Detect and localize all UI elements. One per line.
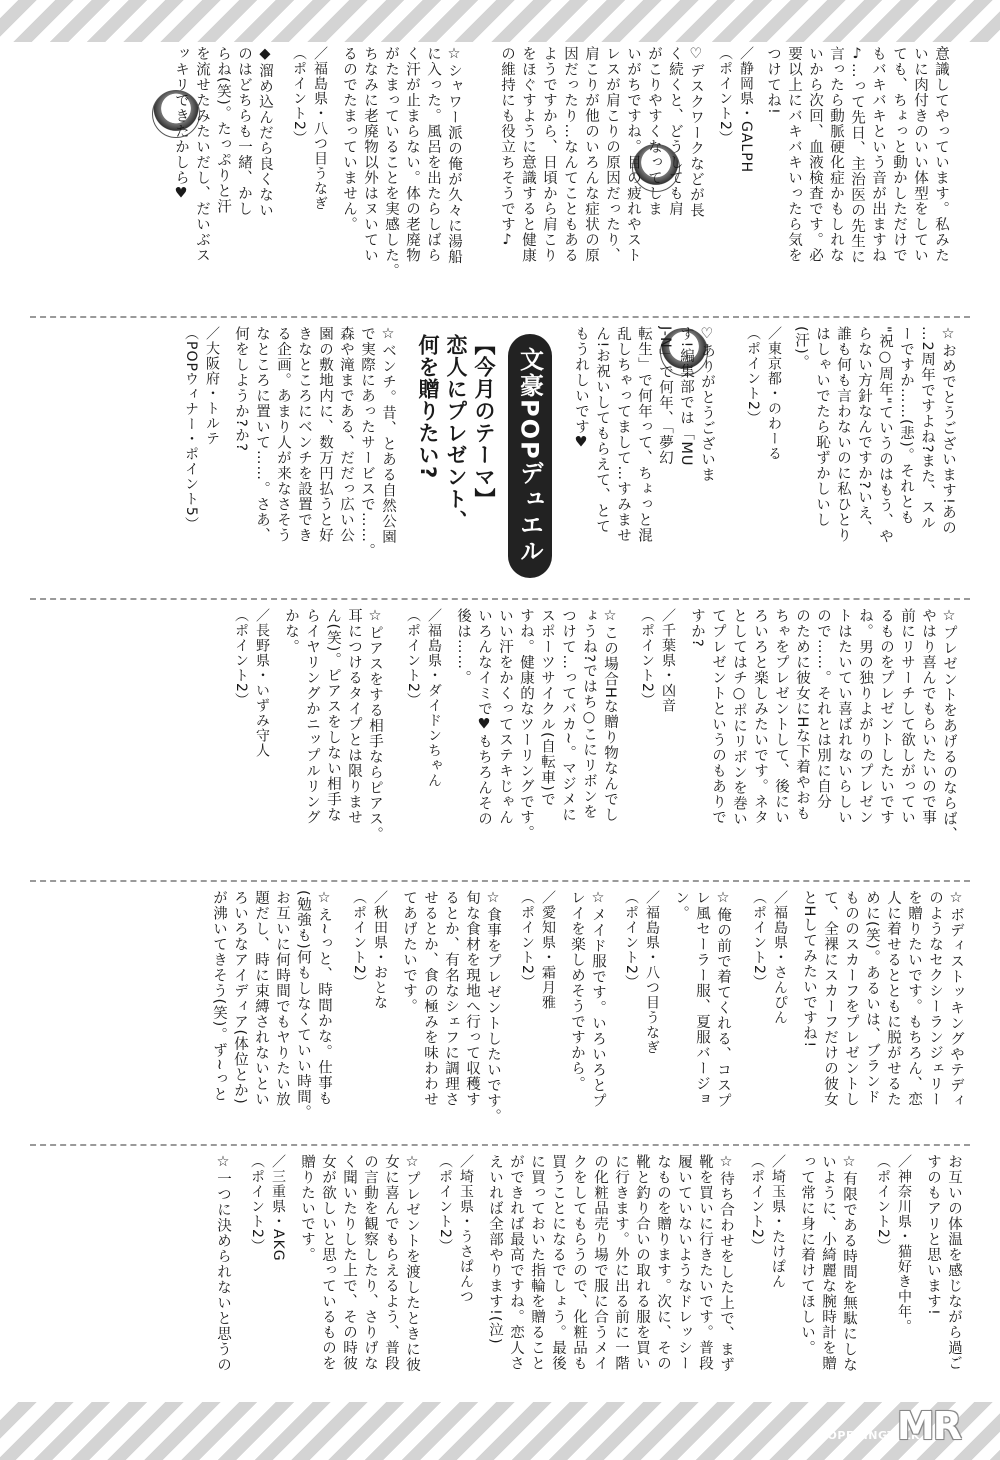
letter-signature — [748, 890, 794, 1134]
letter-text: ☆食事をプレゼントしたいです。 旬な食材を現地へ行って収穫す るとか、有名なシェフに調理さ せるとか、食の極みを味わわせ てあげたいです。 — [401, 890, 501, 1124]
signature-text: ／福島県・ダイドンちゃん （ポイント2） — [405, 608, 442, 788]
reader-page-body — [30, 46, 970, 1394]
letter-text: ☆ベンチ。昔、とある自然公園 で実際にあったサービスで……。 森や滝まである、だだっ広い公 園の敷地内に、数万円払うと好 きなところにベンチを設置でき る企画。あまり人が来なさそう なところに置いて……。さあ、 何をしようか?か? — [233, 326, 396, 559]
letter-text: ☆シャワー派の俺が久々に湯船 に入った。風呂を出たらしばら く汗が止まらない。体の老廃物 がたまっていることを実感した。 ちなみに老廃物以外はヌいてい るのでたまっていません。 — [341, 46, 462, 279]
section-label: OPENINGTALK — [827, 1429, 920, 1442]
letter-entry — [212, 1154, 238, 1394]
letter-text: ☆おめでとうございます!あの …2周年ですよね?また、スル ーですか……(悲)。それとも "祝○周年"ていうのはもう、や らない方針なんですか?いえ、 誰も何も言わないのに私ひとり はしゃいでたら恥ずかしいし (汗)。 — [793, 326, 956, 545]
letter-signature — [872, 1154, 918, 1394]
magazine-logo: MR — [896, 1404, 960, 1448]
signature-text: ／福島県・八つ目うなぎ （ポイント2） — [291, 46, 328, 211]
letter-text: ☆え~っと、時間かな。仕事も (勉強も)何もしなくていい時間。 お互いに何時間でもヤりたい放 題だし、時に束縛されないとい ろいろなアイディア(体位とか) が沸いてきそう(笑)。ず~っと — [211, 890, 332, 1121]
theme-banner-title: 文豪POPデュエル — [515, 347, 544, 565]
signature-text: ／大阪府・トルテ （POPウィナー・ポイント5） — [183, 326, 220, 532]
letter-entry — [798, 890, 970, 1134]
letter-signature — [180, 326, 226, 588]
signature-text: ／埼玉県・うさぱんつ （ポイント2） — [437, 1154, 474, 1304]
letter-text: ☆有限である時間を無駄にしな いように、小綺麗な腕時計を贈 って常に身に着けてほしい。 — [799, 1154, 857, 1373]
letter-entry — [208, 890, 340, 1134]
letter-signature — [516, 890, 562, 1134]
letter-signature — [402, 608, 448, 870]
letter-entry — [686, 608, 970, 870]
letter-text: お互いの体温を感じながら過ご すのもアリと思います! — [925, 1154, 962, 1371]
section-row-1 — [30, 46, 970, 308]
signature-text: ／静岡県・GALPH （ポイント2） — [717, 46, 754, 174]
signature-text: ／神奈川県・猫好き中年。 （ポイント2） — [875, 1154, 912, 1334]
monthly-theme-box — [416, 334, 552, 578]
letter-text: ☆プレゼントをあげるのならば、 やはり喜んでもらいたいので事 前にリサーチして欲しがってい るものをプレゼントしたいです ね。男の独りよがりのプレゼン トはたいてい喜ばれないらしい ので……。それとは別に自分 のために彼女にHな下着やおも ちゃをプレゼントして、後にい ろいろと楽しみたいです。ネタ としてはチ○ポにリボンを巻い てプレゼントというのもありで すか? — [689, 608, 957, 842]
section-row-2 — [30, 326, 970, 588]
signature-text: ／千葉県・凶音 （ポイント2） — [639, 608, 676, 713]
letter-text: ☆メイド服です。いろいろとプ レイを楽しめそうですから。 — [569, 890, 606, 1109]
letter-text: ☆ピアスをする相手ならピアス。 耳につけるタイプとは限りませ ん(笑)。ピアスをしない相手な らイヤリングかニップルリング かな。 — [283, 608, 383, 842]
reply-text: ♡ありがとうございま す!編集部では「MU J-N」で何年、「夢幻 転生」で何年って、ちょっと混 乱しちゃってまして…すみませ ん!お祝いしてもらえて、とて もうれしいです♥ — [573, 326, 715, 543]
signature-text: ／福島県・八つ目うなぎ （ポイント2） — [623, 890, 660, 1055]
letter-entry — [762, 46, 970, 308]
signature-text: ／愛知県・霜月雅 （ポイント2） — [519, 890, 556, 1010]
letter-signature — [620, 890, 666, 1134]
top-stripe-border — [0, 0, 1000, 42]
section-row-3 — [30, 608, 970, 870]
letter-entry — [230, 326, 402, 588]
letter-signature — [434, 1154, 480, 1394]
reply-text: ◆溜め込んだら良くない のはどちらも一緒、かし らね(笑)。たっぷりと汗 を流せたみたいだし、だいぶス ッキリできたかしら♥ — [173, 46, 273, 263]
letter-entry — [452, 608, 628, 870]
section-row-5 — [30, 1154, 970, 1394]
letter-entry — [796, 1154, 866, 1394]
editor-reply — [570, 326, 734, 588]
letter-signature — [246, 1154, 292, 1394]
dashed-divider — [30, 598, 970, 600]
letter-signature — [746, 1154, 792, 1394]
letter-entry — [790, 326, 970, 588]
letter-signature — [348, 890, 394, 1134]
letter-entry — [338, 46, 470, 308]
signature-text: ／三重県・AKG （ポイント2） — [249, 1154, 286, 1262]
letter-signature — [714, 46, 760, 308]
letter-text: ☆この場合Hな贈り物なんでし ょうね?ではち○こにリボンを つけて…ってバカ~。マジメに スポーツサイクル(自転車)で すね。健康的なツーリングです。 いい汗をかくってステキじゃん いろんなイミで♥もちろんその 後は……。 — [455, 608, 618, 841]
letter-text: ☆ボディストッキングやテディ のようなセクシーランジェリー を贈りたいです。もちろん、恋 人に着せるとともに脱がせるた めに(笑)。あるいは、ブランド もののスカーフをプレゼントし て、全裸にスカーフだけの彼女 とHしてみたいですね! — [801, 890, 964, 1109]
letter-entry — [280, 608, 392, 870]
theme-banner — [508, 334, 552, 578]
letter-signature — [230, 608, 276, 870]
signature-text: ／福島県・さんぴん （ポイント2） — [751, 890, 788, 1025]
letter-entry — [670, 890, 740, 1134]
letter-text: ☆プレゼントを渡したときに彼 女に喜んでもらえるよう、普段 の言動を観察したり、さりげな く聞いたりした上で、その時彼 女が欲しいと思っているものを 贈りたいです。 — [299, 1154, 420, 1373]
letter-text: ☆一つに決められないと思うの — [215, 1154, 231, 1373]
section-row-4 — [30, 890, 970, 1134]
letter-entry — [566, 890, 614, 1134]
signature-text: ／東京都・のわーる （ポイント2） — [745, 326, 782, 461]
letter-entry — [296, 1154, 426, 1394]
signature-text: ／埼玉県・たけぽん （ポイント2） — [749, 1154, 786, 1289]
letter-signature — [742, 326, 788, 588]
dashed-divider — [30, 880, 970, 882]
letter-entry — [922, 1154, 970, 1394]
dashed-divider — [30, 1144, 970, 1146]
letter-entry — [398, 890, 510, 1134]
signature-text: ／長野県・いずみ守人 （ポイント2） — [233, 608, 270, 758]
editor-reply — [496, 46, 708, 308]
reply-text: ♡デスクワークなどが長 く続くと、どうしても肩 がこりやすくなってしま いがちですね。目の疲れやスト レスが肩こりの原因だったり、 肩こりが他のいろんな症状の原 因だったり…なんてこともある ようですから、日頃から肩こり をほぐすように意識すると健康 の維持にも役立ちそうです♪ — [499, 46, 704, 263]
bottom-stripe-border — [0, 1402, 1000, 1460]
letter-signature — [636, 608, 682, 870]
letter-text: ☆待ち合わせをした上で、まず 靴を買いに行きたいです。普段 履いていないようなドレッシー なものを贈ります。次に、その 靴と釣り合いの取れる服を買い に行きます。外に出る前に一階 の化粧品売り場で服に合うメイ クをしてもらうので、化粧品も 買うことになるでしょう。最後 に買っておいた指輪を贈ること ができれば最高ですね。恋人さ えいれば全部やります!(泣) — [487, 1154, 734, 1373]
editor-reply — [170, 46, 280, 308]
dashed-divider — [30, 316, 970, 318]
letter-signature — [288, 46, 334, 308]
theme-heading: 【今月のテーマ】 恋人にプレゼント、 何を贈りたい? — [416, 334, 496, 532]
letter-entry — [484, 1154, 738, 1394]
letter-text: ☆俺の前で着てくれる、コスプ レ風セーラー服、夏服バージョ ン。 — [673, 890, 731, 1109]
signature-text: ／秋田県・おとな （ポイント2） — [351, 890, 388, 1010]
letter-text: 意識してやっています。私みた いに肉付きのいい体型をしてい ても、ちょっと動かしただけで もバキバキという音が出ますね ♪…って先日、主治医の先生に 言ったら動脈硬化症かもしれな いから次回、血液検査です。必 要以上にバキバキいったら気を つけてね! — [765, 46, 949, 265]
